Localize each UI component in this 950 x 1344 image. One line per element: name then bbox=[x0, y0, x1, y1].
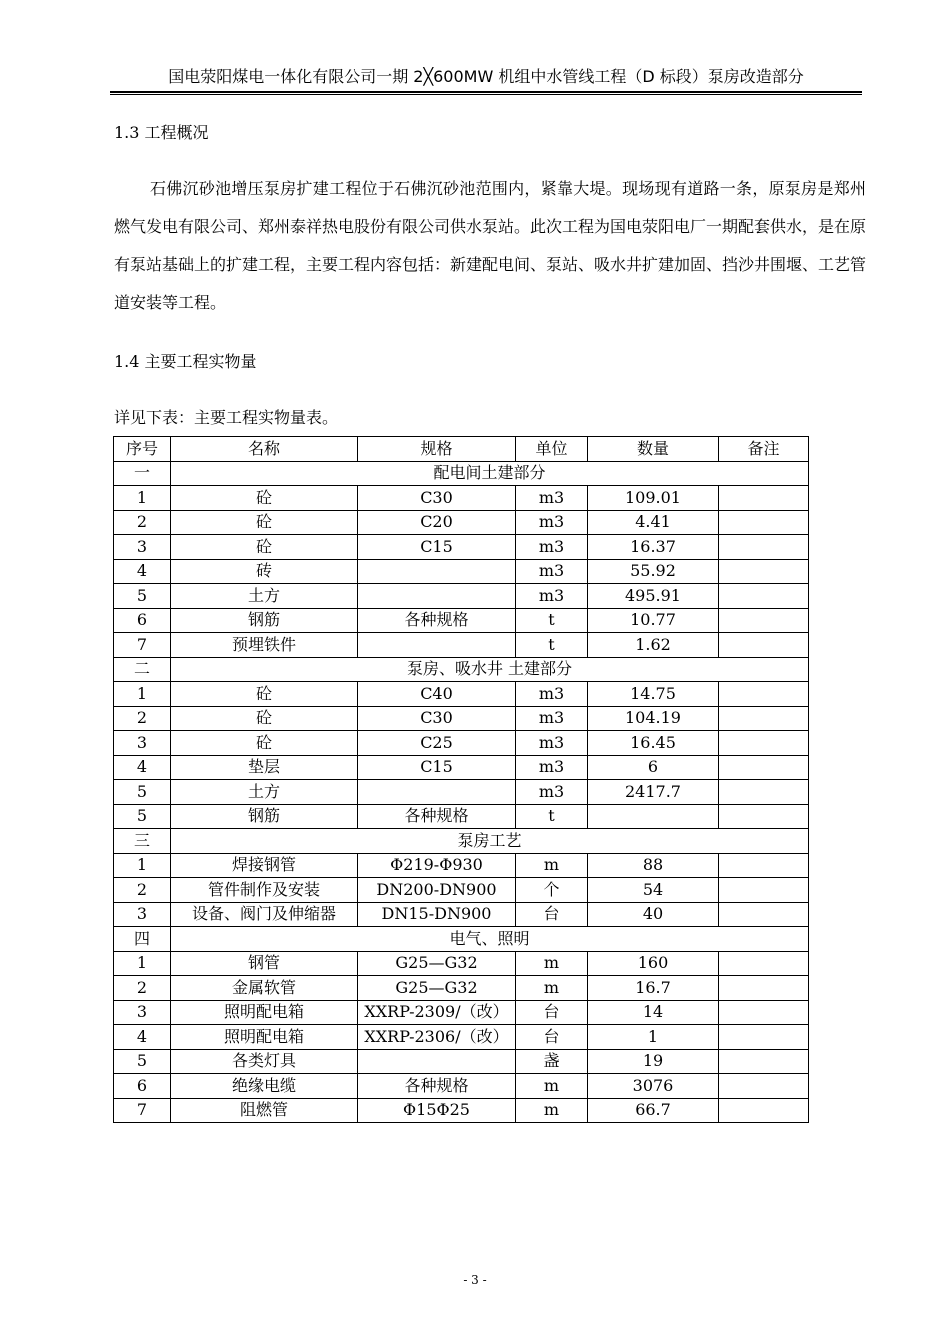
cell-no: 4 bbox=[114, 1025, 171, 1050]
cell-spec: C30 bbox=[358, 486, 516, 511]
cell-name: 管件制作及安装 bbox=[171, 878, 358, 903]
cell-name: 砼 bbox=[171, 486, 358, 511]
cell-quantity: 160 bbox=[588, 951, 719, 976]
cell-no: 5 bbox=[114, 1049, 171, 1074]
cell-no: 6 bbox=[114, 1074, 171, 1099]
cell-spec: C30 bbox=[358, 706, 516, 731]
cell-spec: 各种规格 bbox=[358, 608, 516, 633]
cell-unit: m3 bbox=[516, 535, 588, 560]
cell-quantity: 1 bbox=[588, 1025, 719, 1050]
cell-remarks bbox=[719, 1074, 809, 1099]
cell-no: 1 bbox=[114, 486, 171, 511]
cell-remarks bbox=[719, 1025, 809, 1050]
cell-unit: m3 bbox=[516, 510, 588, 535]
table-row bbox=[114, 976, 809, 1001]
cell-unit: 个 bbox=[516, 878, 588, 903]
table-group-row bbox=[114, 461, 809, 486]
cell-spec: C40 bbox=[358, 682, 516, 707]
header-cell-quantity: 数量 bbox=[588, 437, 719, 462]
cell-remarks bbox=[719, 535, 809, 560]
table-row bbox=[114, 584, 809, 609]
cell-unit: m bbox=[516, 1098, 588, 1123]
cell-quantity: 109.01 bbox=[588, 486, 719, 511]
cell-name: 钢筋 bbox=[171, 804, 358, 829]
cell-spec: C20 bbox=[358, 510, 516, 535]
cell-quantity: 66.7 bbox=[588, 1098, 719, 1123]
cell-remarks bbox=[719, 510, 809, 535]
table-row bbox=[114, 682, 809, 707]
cell-unit: 台 bbox=[516, 1025, 588, 1050]
cell-remarks bbox=[719, 878, 809, 903]
table-row bbox=[114, 608, 809, 633]
table-row bbox=[114, 878, 809, 903]
cell-remarks bbox=[719, 1098, 809, 1123]
cell-quantity: 16.7 bbox=[588, 976, 719, 1001]
cell-no: 1 bbox=[114, 951, 171, 976]
cell-quantity: 55.92 bbox=[588, 559, 719, 584]
cell-name: 阻燃管 bbox=[171, 1098, 358, 1123]
table-row bbox=[114, 902, 809, 927]
cell-unit: m3 bbox=[516, 682, 588, 707]
table-intro-text: 详见下表：主要工程实物量表。 bbox=[114, 408, 339, 427]
cell-unit: m bbox=[516, 951, 588, 976]
cell-name: 砼 bbox=[171, 731, 358, 756]
cell-remarks bbox=[719, 951, 809, 976]
cell-quantity: 19 bbox=[588, 1049, 719, 1074]
cell-remarks bbox=[719, 731, 809, 756]
cell-quantity: 88 bbox=[588, 853, 719, 878]
cell-unit: m3 bbox=[516, 731, 588, 756]
table-row bbox=[114, 633, 809, 658]
cell-remarks bbox=[719, 1000, 809, 1025]
header-divider bbox=[110, 91, 862, 95]
table-row bbox=[114, 535, 809, 560]
cell-spec bbox=[358, 780, 516, 805]
cell-spec bbox=[358, 584, 516, 609]
cell-remarks bbox=[719, 1049, 809, 1074]
table-group-row bbox=[114, 829, 809, 854]
cell-name: 各类灯具 bbox=[171, 1049, 358, 1074]
cell-quantity: 10.77 bbox=[588, 608, 719, 633]
cell-unit: m bbox=[516, 1074, 588, 1099]
cell-quantity: 16.37 bbox=[588, 535, 719, 560]
cell-remarks bbox=[719, 584, 809, 609]
cell-unit: 台 bbox=[516, 1000, 588, 1025]
cell-name: 照明配电箱 bbox=[171, 1000, 358, 1025]
cell-no: 3 bbox=[114, 731, 171, 756]
cell-quantity: 40 bbox=[588, 902, 719, 927]
cell-name: 绝缘电缆 bbox=[171, 1074, 358, 1099]
cell-spec: XXRP-2306/（改） bbox=[358, 1025, 516, 1050]
cell-no: 7 bbox=[114, 633, 171, 658]
cell-unit: m3 bbox=[516, 706, 588, 731]
cell-remarks bbox=[719, 853, 809, 878]
cell-spec: Φ15Φ25 bbox=[358, 1098, 516, 1123]
table-row bbox=[114, 1098, 809, 1123]
cell-no: 5 bbox=[114, 584, 171, 609]
cell-unit: t bbox=[516, 633, 588, 658]
cell-name: 砼 bbox=[171, 682, 358, 707]
cell-quantity: 495.91 bbox=[588, 584, 719, 609]
group-number-cell: 一 bbox=[114, 461, 171, 486]
cell-name: 预埋铁件 bbox=[171, 633, 358, 658]
header-cell-unit: 单位 bbox=[516, 437, 588, 462]
cell-spec: G25—G32 bbox=[358, 976, 516, 1001]
table-row bbox=[114, 804, 809, 829]
cell-quantity: 54 bbox=[588, 878, 719, 903]
cell-quantity: 14 bbox=[588, 1000, 719, 1025]
table-row bbox=[114, 1049, 809, 1074]
cell-spec: C15 bbox=[358, 755, 516, 780]
cell-no: 2 bbox=[114, 706, 171, 731]
cell-quantity: 1.62 bbox=[588, 633, 719, 658]
cell-remarks bbox=[719, 682, 809, 707]
cell-no: 1 bbox=[114, 682, 171, 707]
cell-no: 3 bbox=[114, 535, 171, 560]
quantities-table bbox=[113, 436, 809, 1123]
cell-unit: m3 bbox=[516, 584, 588, 609]
project-overview-paragraph: 石佛沉砂池增压泵房扩建工程位于石佛沉砂池范围内，紧靠大堤。现场现有道路一条，原泵房是郑州燃气发电有限公司、郑州泰祥热电股份有限公司供水泵站。此次工程为国电荥阳电厂一期配套供水，是在原有泵站基础上的扩建工程，主要工程内容包括：新建配电间、泵站、吸水井扩建加固、挡沙井围堰、工艺管道安装等工程。 bbox=[114, 179, 867, 312]
page-header-title: 国电荥阳煤电一体化有限公司一期 2╳600MW 机组中水管线工程（D 标段）泵房改造部分 bbox=[168, 67, 804, 86]
cell-spec: XXRP-2309/（改） bbox=[358, 1000, 516, 1025]
cell-name: 砖 bbox=[171, 559, 358, 584]
cell-remarks bbox=[719, 486, 809, 511]
cell-name: 金属软管 bbox=[171, 976, 358, 1001]
cell-unit: 盏 bbox=[516, 1049, 588, 1074]
cell-no: 7 bbox=[114, 1098, 171, 1123]
table-row bbox=[114, 951, 809, 976]
table-row bbox=[114, 559, 809, 584]
table-row bbox=[114, 1074, 809, 1099]
cell-remarks bbox=[719, 780, 809, 805]
cell-no: 4 bbox=[114, 559, 171, 584]
cell-spec: 各种规格 bbox=[358, 804, 516, 829]
cell-unit: m3 bbox=[516, 559, 588, 584]
cell-no: 4 bbox=[114, 755, 171, 780]
cell-unit: m3 bbox=[516, 780, 588, 805]
cell-name: 土方 bbox=[171, 780, 358, 805]
cell-no: 2 bbox=[114, 878, 171, 903]
header-cell-spec: 规格 bbox=[358, 437, 516, 462]
table-row bbox=[114, 1025, 809, 1050]
group-title-cell: 泵房、吸水井 土建部分 bbox=[171, 657, 809, 682]
table-row bbox=[114, 486, 809, 511]
table-group-row bbox=[114, 657, 809, 682]
cell-name: 砼 bbox=[171, 706, 358, 731]
cell-quantity bbox=[588, 804, 719, 829]
cell-unit: 台 bbox=[516, 902, 588, 927]
section-heading-1-4: 1.4 主要工程实物量 bbox=[114, 352, 257, 371]
cell-remarks bbox=[719, 804, 809, 829]
header-cell-no: 序号 bbox=[114, 437, 171, 462]
cell-spec: 各种规格 bbox=[358, 1074, 516, 1099]
cell-unit: m3 bbox=[516, 486, 588, 511]
cell-spec: DN200-DN900 bbox=[358, 878, 516, 903]
cell-quantity: 3076 bbox=[588, 1074, 719, 1099]
section-heading-1-3: 1.3 工程概况 bbox=[114, 123, 209, 142]
cell-no: 6 bbox=[114, 608, 171, 633]
cell-name: 设备、阀门及伸缩器 bbox=[171, 902, 358, 927]
cell-spec bbox=[358, 1049, 516, 1074]
cell-spec bbox=[358, 633, 516, 658]
cell-remarks bbox=[719, 706, 809, 731]
cell-spec: G25—G32 bbox=[358, 951, 516, 976]
group-number-cell: 四 bbox=[114, 927, 171, 952]
cell-quantity: 4.41 bbox=[588, 510, 719, 535]
cell-unit: m3 bbox=[516, 755, 588, 780]
cell-no: 3 bbox=[114, 1000, 171, 1025]
cell-spec: DN15-DN900 bbox=[358, 902, 516, 927]
group-title-cell: 配电间土建部分 bbox=[171, 461, 809, 486]
cell-no: 1 bbox=[114, 853, 171, 878]
cell-name: 砼 bbox=[171, 510, 358, 535]
cell-quantity: 2417.7 bbox=[588, 780, 719, 805]
cell-name: 焊接钢管 bbox=[171, 853, 358, 878]
cell-spec: Φ219-Φ930 bbox=[358, 853, 516, 878]
cell-unit: t bbox=[516, 608, 588, 633]
cell-quantity: 104.19 bbox=[588, 706, 719, 731]
table-row bbox=[114, 706, 809, 731]
cell-quantity: 6 bbox=[588, 755, 719, 780]
table-row bbox=[114, 755, 809, 780]
table-row bbox=[114, 510, 809, 535]
cell-quantity: 14.75 bbox=[588, 682, 719, 707]
table-group-row bbox=[114, 927, 809, 952]
cell-no: 5 bbox=[114, 804, 171, 829]
cell-remarks bbox=[719, 559, 809, 584]
group-title-cell: 泵房工艺 bbox=[171, 829, 809, 854]
cell-no: 3 bbox=[114, 902, 171, 927]
cell-unit: m bbox=[516, 976, 588, 1001]
header-cell-remarks: 备注 bbox=[719, 437, 809, 462]
cell-remarks bbox=[719, 633, 809, 658]
table-row bbox=[114, 853, 809, 878]
cell-spec bbox=[358, 559, 516, 584]
cell-name: 土方 bbox=[171, 584, 358, 609]
table-row bbox=[114, 731, 809, 756]
group-number-cell: 二 bbox=[114, 657, 171, 682]
cell-quantity: 16.45 bbox=[588, 731, 719, 756]
cell-unit: t bbox=[516, 804, 588, 829]
cell-no: 2 bbox=[114, 510, 171, 535]
cell-name: 钢管 bbox=[171, 951, 358, 976]
cell-unit: m bbox=[516, 853, 588, 878]
cell-no: 5 bbox=[114, 780, 171, 805]
cell-name: 钢筋 bbox=[171, 608, 358, 633]
cell-name: 砼 bbox=[171, 535, 358, 560]
cell-name: 垫层 bbox=[171, 755, 358, 780]
page-number: - 3 - bbox=[463, 1273, 487, 1287]
table-header-row bbox=[114, 437, 809, 462]
table-row bbox=[114, 1000, 809, 1025]
cell-spec: C25 bbox=[358, 731, 516, 756]
cell-remarks bbox=[719, 608, 809, 633]
header-cell-name: 名称 bbox=[171, 437, 358, 462]
group-number-cell: 三 bbox=[114, 829, 171, 854]
table-row bbox=[114, 780, 809, 805]
cell-spec: C15 bbox=[358, 535, 516, 560]
cell-remarks bbox=[719, 755, 809, 780]
cell-name: 照明配电箱 bbox=[171, 1025, 358, 1050]
cell-remarks bbox=[719, 902, 809, 927]
cell-remarks bbox=[719, 976, 809, 1001]
group-title-cell: 电气、照明 bbox=[171, 927, 809, 952]
cell-no: 2 bbox=[114, 976, 171, 1001]
